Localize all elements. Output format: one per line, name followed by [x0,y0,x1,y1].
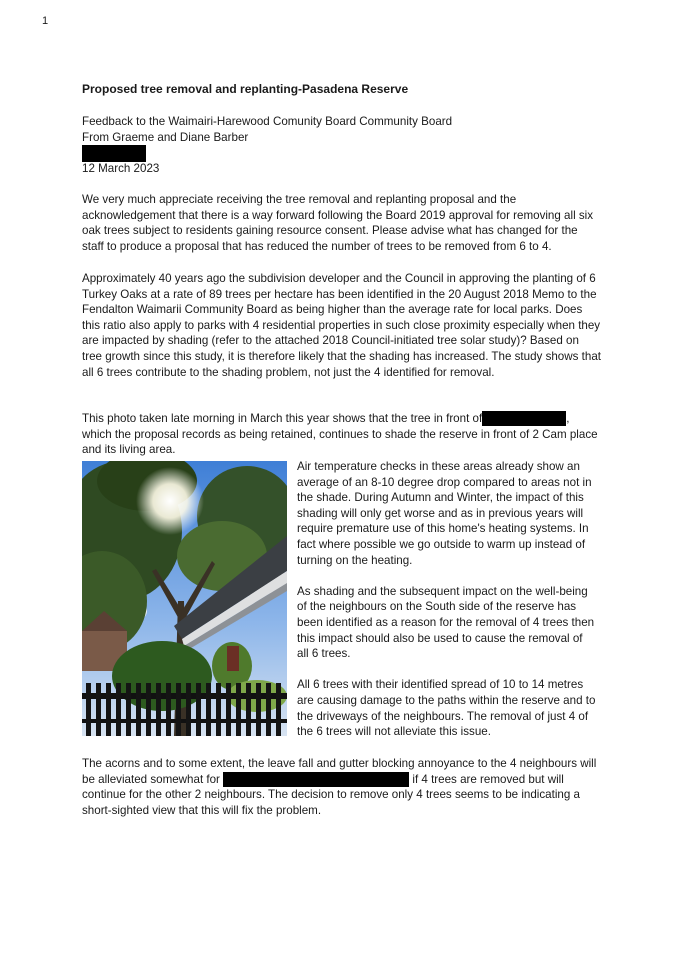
header-sender: From Graeme and Diane Barber [82,130,249,144]
document-title: Proposed tree removal and replanting-Pasadena Reserve [82,82,409,96]
tree-shade-photo [82,461,287,736]
paragraph-planting-ratio: Approximately 40 years ago the subdivision developer and the Council in approving the planting of 6 Turkey Oaks at a rate of 89 trees per hectare has been identified in the 20 August 2018 Memo to the Fendalton Waimarii Community Board as being higher than the average rate for local parks. Does this ratio also apply to parks with 4 residential properties in such close proximity especially when they are impacted by shading (refer to the attached 2018 Council-initiated tree solar study)? Based on tree growth since this study, it is therefore likely that the shading has increased. The study shows that all 6 trees contribute to the shading problem, not just the 4 identified for removal. [82,272,601,379]
paragraph-temperature: Air temperature checks in these areas already show an average of an 8-10 degree drop compared to areas not in the shade. During Autumn and Winter, the impact of this shading will only get worse and as in previous years will require premature use of this home's heating systems. In fact where possible we go outside to warm up instead of turning on the heating. [297,460,592,567]
redaction-block [482,411,566,426]
page-number: 1 [42,15,49,27]
redaction-block [223,772,409,787]
header-recipient: Feedback to the Waimairi-Harewood Comunity Board Community Board [82,115,453,128]
paragraph-appreciation: We very much appreciate receiving the tree removal and replanting proposal and the acknowledgement that there is a way forward following the Board 2019 approval for removing all six oak trees subject to residents gaining resource consent. Please advise what has changed for the staff to produce a proposal that has reduced the number of trees to be removed from 6 to 4. [82,193,594,253]
redacted-address [82,145,452,161]
right-column-text [297,459,597,755]
paragraph-damage: All 6 trees with their identified spread of 10 to 14 metres are causing damage to the paths within the reserve and to the driveways of the neighbours. The removal of just 4 of the 6 trees will not alleviate this issue. [297,678,596,739]
paragraph-wellbeing: As shading and the subsequent impact on the well-being of the neighbours on the South side of the reserve has been identified as a reason for the removal of 4 trees then this impact should also be used to cause the removal of all 6 trees. [297,584,595,661]
header-date: 12 March 2023 [82,161,160,175]
paragraph-photo-intro: This photo taken late morning in March this year shows that the tree in front of , which the proposal records as being retained, continues to shade the reserve in front of 2 Cam place and its living area. [82,412,598,457]
redaction-block [82,145,146,162]
paragraph-acorns: The acorns and to some extent, the leave fall and gutter blocking annoyance to the 4 neighbours will be alleviated somewhat for if 4 trees are removed but will continue for the other 2 neighbours. The decision to remove only 4 trees seems to be indicating a short-sighted view that this will fix the problem. [82,757,597,817]
document-header [82,114,452,176]
